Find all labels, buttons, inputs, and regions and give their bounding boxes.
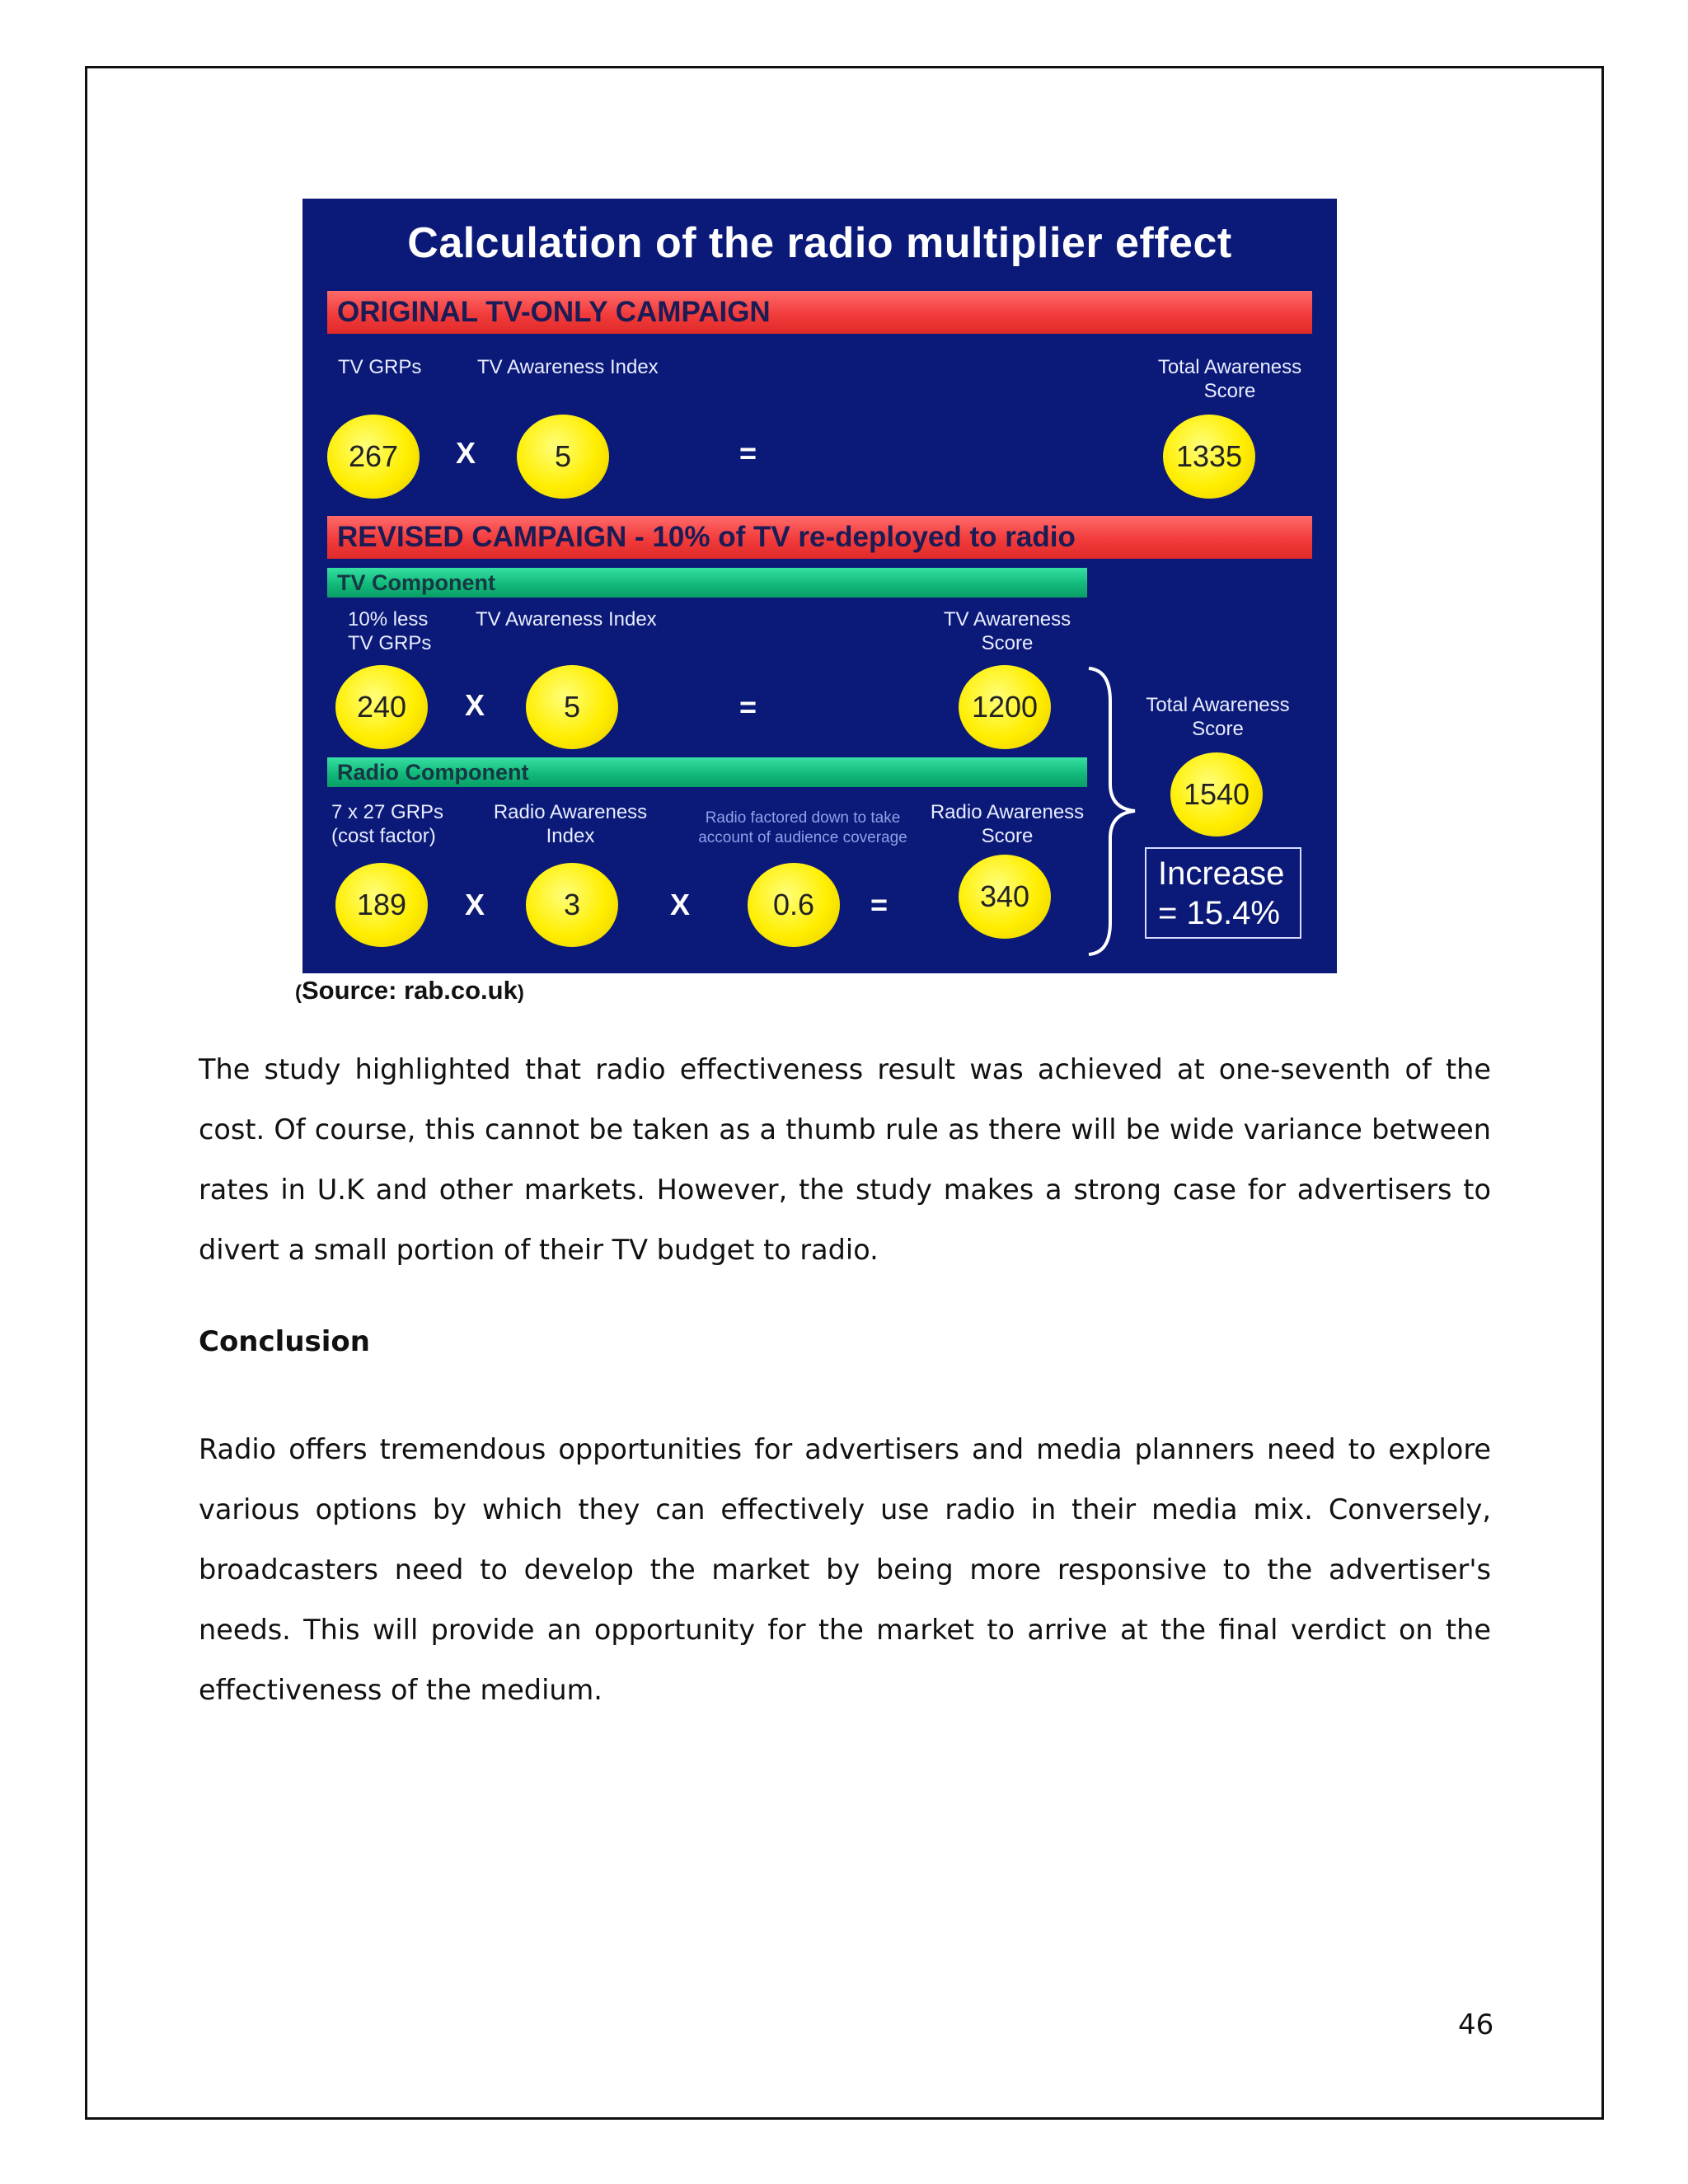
original-total-label: Total Awareness Score — [1157, 356, 1302, 402]
original-grps-value: 267 — [327, 415, 420, 499]
original-index-value: 5 — [517, 415, 609, 499]
equals-operator: = — [870, 888, 889, 921]
body-paragraph-1: The study highlighted that radio effectiveness result was achieved at one-seventh of the cost. Of course, this cannot be taken as a thumb rule as there will be wide variance between rates in U.K and other markets. However, the study makes a strong case for advertisers to divert a small portion of their TV budget to radio. — [199, 1053, 1491, 1266]
times-operator: X — [456, 436, 476, 470]
times-operator: X — [465, 688, 485, 722]
slide-title: Calculation of the radio multiplier effect — [407, 219, 1232, 267]
revised-campaign-bar: REVISED CAMPAIGN - 10% of TV re-deployed to radio — [327, 516, 1312, 559]
conclusion-heading: Conclusion — [199, 1325, 370, 1358]
tv-grps-label: 10% less TV GRPs — [348, 608, 432, 654]
original-total-value: 1335 — [1163, 415, 1255, 499]
body-paragraph-2: Radio offers tremendous opportunities for advertisers and media planners need to explore various options by which they can effectively use radio in their media mix. Conversely, broadcasters need to develop the market by being more responsive to the advertiser's needs. This will provide an opportunity for the market to arrive at the final verdict on the effectiveness of the medium. — [199, 1433, 1491, 1706]
original-grps-label: TV GRPs — [338, 356, 422, 378]
radio-index-label: Radio Awareness Index — [493, 801, 648, 847]
tv-index-value: 5 — [526, 665, 618, 749]
tv-score-label: TV Awareness Score — [943, 608, 1071, 654]
radio-multiplier-slide — [302, 199, 1337, 973]
tv-component-bar: TV Component — [327, 568, 1087, 598]
source-text: Source: rab.co.uk — [302, 976, 518, 1005]
equals-operator: = — [739, 436, 757, 470]
times-operator: X — [465, 888, 485, 921]
radio-factor-value: 0.6 — [748, 863, 840, 947]
page-number: 46 — [1458, 2008, 1494, 2041]
increase-label: Increase — [1158, 855, 1285, 892]
radio-index-value: 3 — [526, 863, 618, 947]
tv-index-label: TV Awareness Index — [476, 608, 657, 630]
times-operator: X — [670, 888, 691, 921]
radio-factor-label: Radio factored down to take account of audience coverage — [698, 809, 907, 846]
tv-grps-value: 240 — [335, 665, 428, 749]
radio-grps-value: 189 — [335, 863, 428, 947]
radio-score-value: 340 — [959, 855, 1051, 939]
radio-grps-label: 7 x 27 GRPs (cost factor) — [331, 801, 444, 847]
increase-box — [1145, 847, 1301, 939]
radio-score-label: Radio Awareness Score — [930, 801, 1085, 847]
total-score-value: 1540 — [1170, 752, 1263, 837]
equals-operator: = — [739, 690, 757, 724]
source-caption: (Source: rab.co.uk) — [295, 976, 524, 1005]
tv-score-value: 1200 — [959, 665, 1051, 749]
radio-component-bar: Radio Component — [327, 757, 1087, 787]
total-score-label: Total Awareness Score — [1146, 694, 1290, 740]
increase-value: = 15.4% — [1158, 895, 1280, 931]
original-index-label: TV Awareness Index — [477, 356, 659, 378]
original-campaign-bar: ORIGINAL TV-ONLY CAMPAIGN — [327, 291, 1312, 334]
